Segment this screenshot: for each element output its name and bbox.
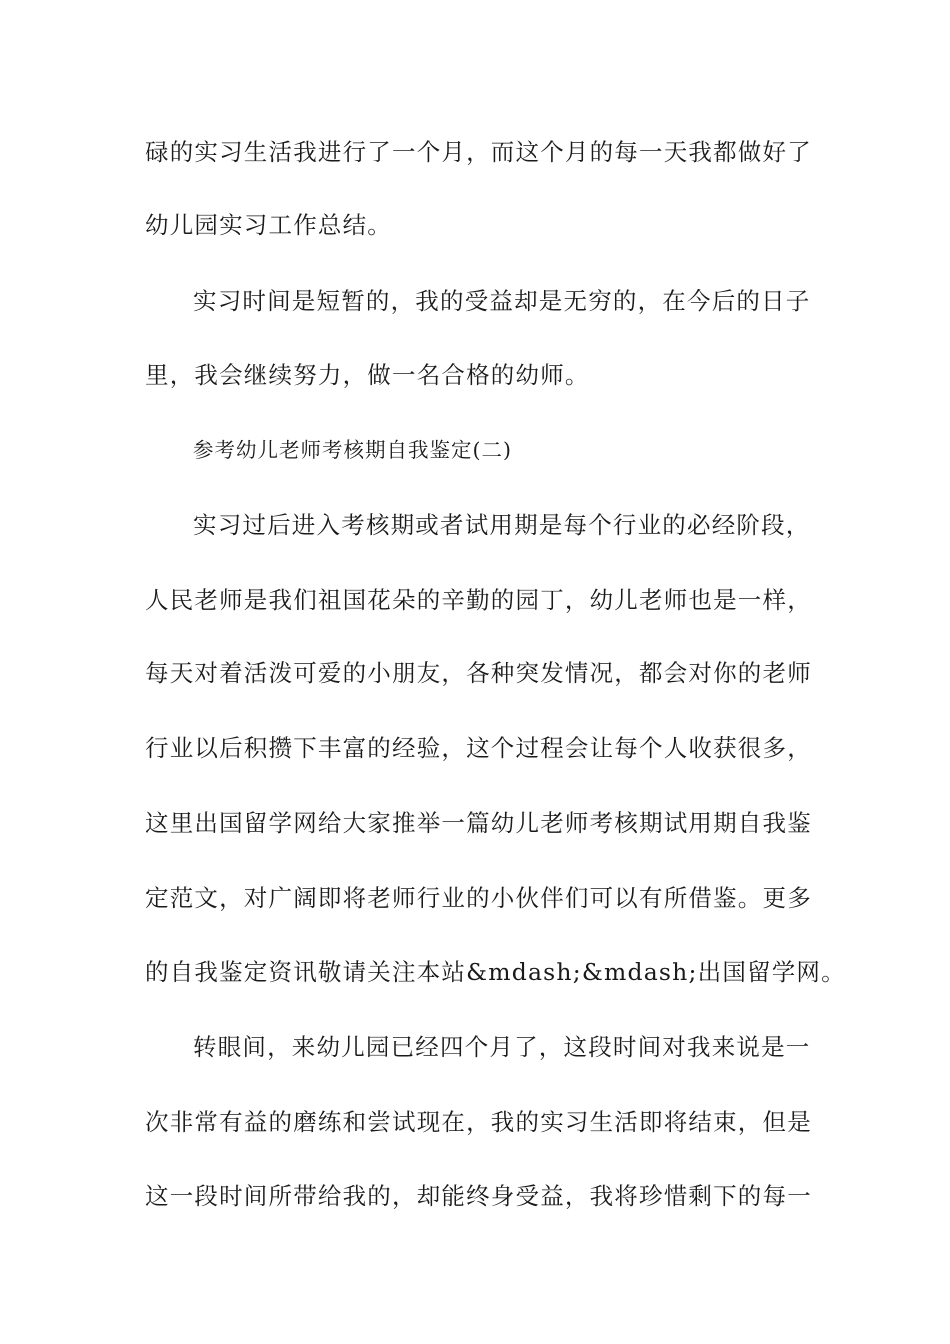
paragraph-first-line: 实习时间是短暂的，我的受益却是无穷的，在今后的日子	[193, 287, 811, 315]
text-line: 行业以后积攒下丰富的经验，这个过程会让每个人收获很多，	[145, 734, 812, 762]
paragraph-first-line: 实习过后进入考核期或者试用期是每个行业的必经阶段，	[193, 511, 811, 539]
section-heading: 参考幼儿老师考核期自我鉴定(二)	[193, 438, 512, 462]
paragraph-first-line: 转眼间，来幼儿园已经四个月了，这段时间对我来说是一	[193, 1033, 811, 1061]
text-line: 幼儿园实习工作总结。	[145, 211, 392, 239]
text-line: 次非常有益的磨练和尝试现在，我的实习生活即将结束，但是	[145, 1108, 812, 1136]
text-line: 这一段时间所带给我的，却能终身受益，我将珍惜剩下的每一	[145, 1182, 812, 1210]
text-line: 里，我会继续努力，做一名合格的幼师。	[145, 361, 590, 389]
text-line: 这里出国留学网给大家推举一篇幼儿老师考核期试用期自我鉴	[145, 809, 812, 837]
text-line: 的自我鉴定资讯敬请关注本站&mdash;&mdash;出国留学网。	[145, 958, 846, 986]
text-line: 定范文，对广阔即将老师行业的小伙伴们可以有所借鉴。更多	[145, 884, 812, 912]
text-line: 碌的实习生活我进行了一个月，而这个月的每一天我都做好了	[145, 138, 812, 166]
text-line: 每天对着活泼可爱的小朋友，各种突发情况，都会对你的老师	[145, 659, 812, 687]
text-line: 人民老师是我们祖国花朵的辛勤的园丁，幼儿老师也是一样，	[145, 586, 812, 614]
